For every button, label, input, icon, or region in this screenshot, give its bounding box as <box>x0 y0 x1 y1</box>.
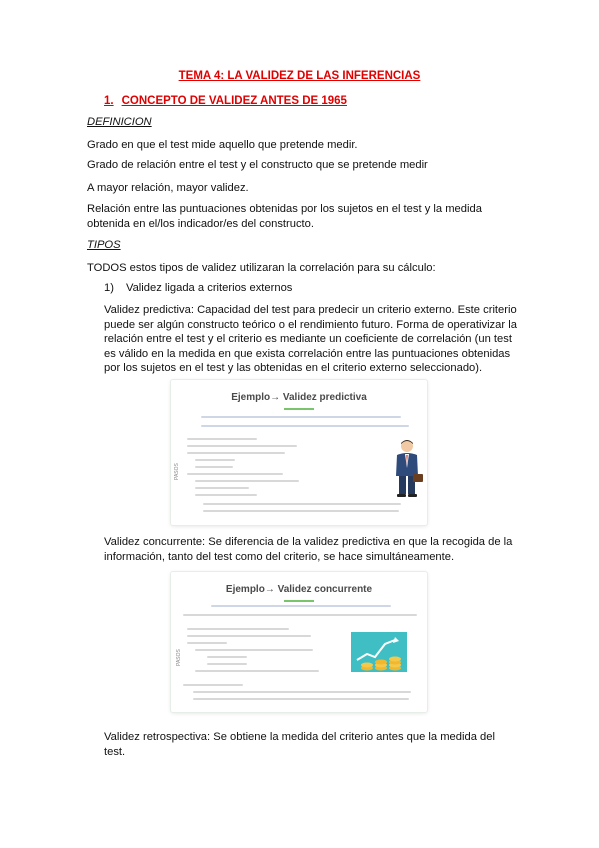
list-item-text: Validez ligada a criterios externos <box>125 282 293 294</box>
card-title: Ejemplo→ Validez predictiva <box>231 392 367 403</box>
document-title: TEMA 4: LA VALIDEZ DE LAS INFERENCIAS <box>178 70 421 82</box>
card-title: Ejemplo→ Validez concurrente <box>225 584 373 595</box>
card-side-label: PASOS <box>176 649 182 666</box>
definition-paragraph-1: Grado en que el test mide aquello que pretende medir. <box>87 139 358 151</box>
card-side-label: PASOS <box>174 463 180 480</box>
validez-concurrente-paragraph: Validez concurrente: Se diferencia de la validez predictiva en que la recogida de la información, tanto del test como del criterio, se hace simultáneamente. <box>104 536 513 563</box>
example-card-predictiva <box>171 380 427 525</box>
validez-predictiva-paragraph: Validez predictiva: Capacidad del test para predecir un criterio externo. Este criterio puede ser algún constructo teórico o el rendimiento futuro. Forma de operativizar la relación entre el test y el criterio es mediante un coeficiente de correlación (un test es válido en la medida en que exista correlación entre las puntuaciones obtenidas por los sujetos en el test y las obtenidas en el criterio externo seleccionado). <box>104 304 517 374</box>
section-title: CONCEPTO DE VALIDEZ ANTES DE 1965 <box>121 95 347 107</box>
businessman-illustration <box>391 438 423 498</box>
example-card-concurrente <box>171 572 427 712</box>
definition-paragraph-2: Grado de relación entre el test y el constructo que se pretende medir <box>87 159 428 171</box>
card-divider <box>284 408 314 410</box>
section-heading-1 <box>104 95 347 107</box>
validez-retrospectiva-paragraph: Validez retrospectiva: Se obtiene la medida del criterio antes que la medida del test. <box>104 731 495 758</box>
card-divider <box>284 600 314 602</box>
tipos-paragraph: TODOS estos tipos de validez utilizaran la correlación para su cálculo: <box>87 262 436 274</box>
definition-paragraph-4: Relación entre las puntuaciones obtenidas por los sujetos en el test y la medida obtenida en el/los indicador/es del constructo. <box>87 203 482 230</box>
list-item-criterios-externos <box>104 282 292 294</box>
section-number: 1. <box>104 95 114 107</box>
definicion-heading: DEFINICION <box>87 116 152 128</box>
money-growth-illustration <box>351 632 407 672</box>
tipos-heading: TIPOS <box>87 239 121 251</box>
list-item-number: 1) <box>104 282 114 294</box>
definition-paragraph-3: A mayor relación, mayor validez. <box>87 182 249 194</box>
